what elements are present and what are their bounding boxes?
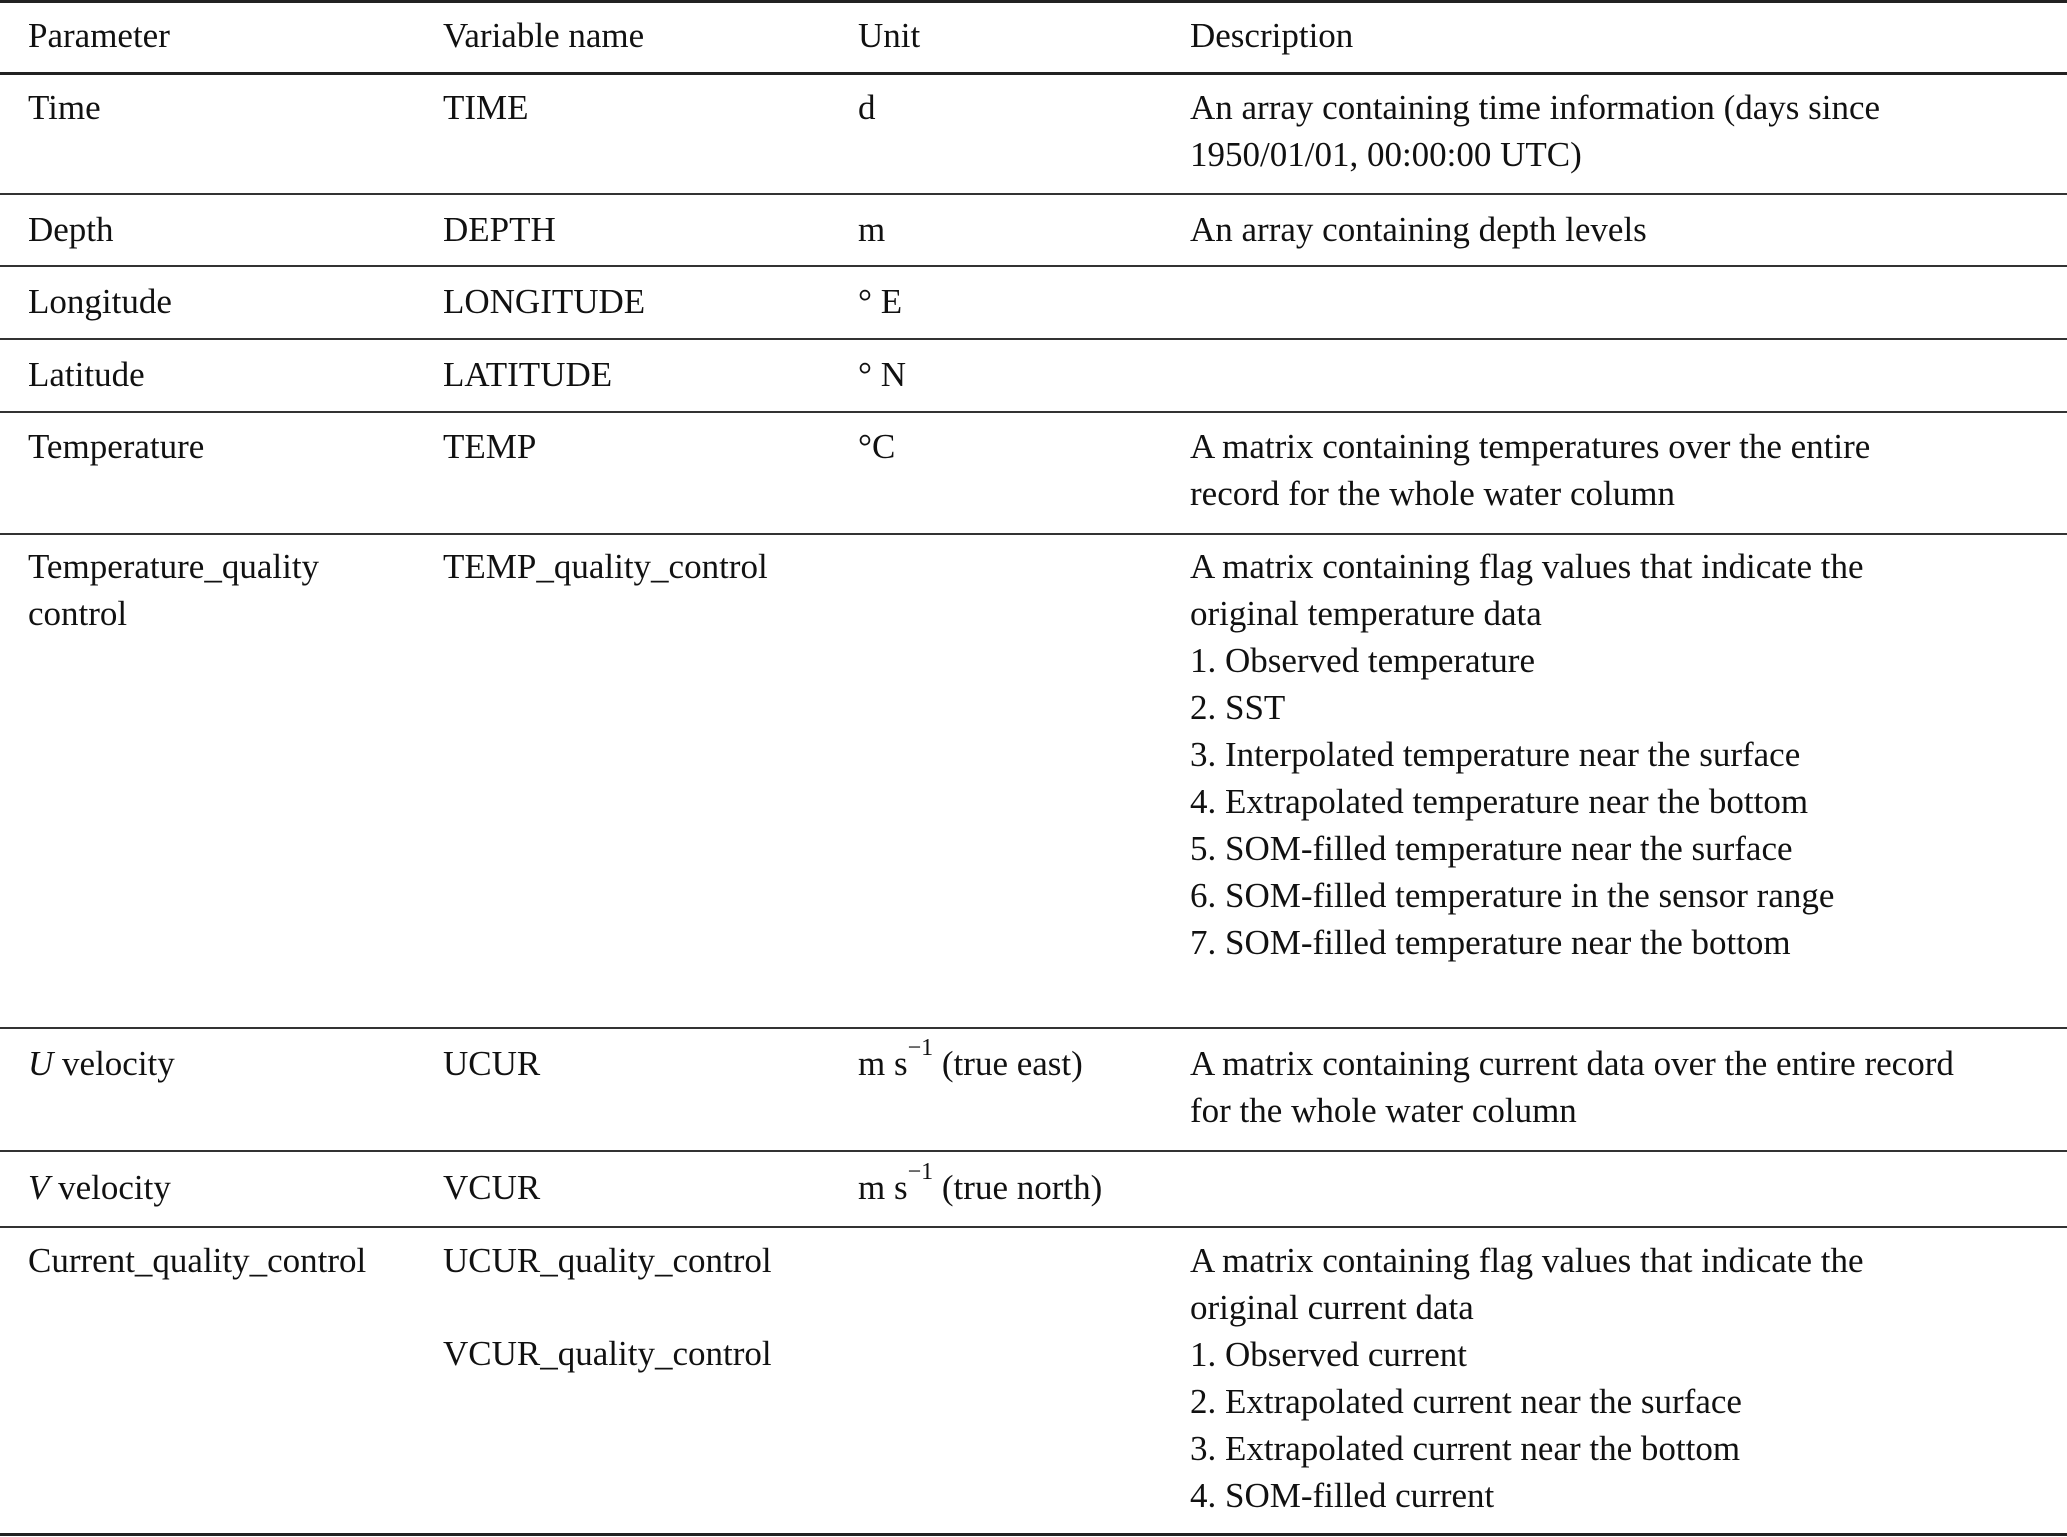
parameter-cell <box>28 1164 171 1211</box>
parameter-line: Temperature_quality <box>28 547 320 586</box>
row-divider <box>0 265 2067 267</box>
variable-cell: TEMP <box>443 427 537 466</box>
variable-cell: DEPTH <box>443 210 556 249</box>
description-line: A matrix containing flag values that indicate the <box>1190 547 1864 586</box>
unit-cell: m <box>858 210 886 249</box>
description-cell: An array containing depth levels <box>1190 210 1647 249</box>
flag-item: 1. Observed current <box>1190 1335 1467 1374</box>
description-line: 1950/01/01, 00:00:00 UTC) <box>1190 135 1582 174</box>
flag-item: 4. Extrapolated temperature near the bottom <box>1190 782 1809 821</box>
parameter-text: velocity <box>53 1044 175 1083</box>
parameter-cell <box>28 543 319 637</box>
unit-base: m s <box>858 1168 908 1207</box>
header-description: Description <box>1190 16 1354 55</box>
row-divider <box>0 193 2067 195</box>
description-line: A matrix containing flag values that indicate the <box>1190 1241 1864 1280</box>
flag-item: 5. SOM-filled temperature near the surface <box>1190 829 1793 868</box>
header-variable-name: Variable name <box>443 16 645 55</box>
unit-cell: °C <box>858 427 896 466</box>
row-divider <box>0 533 2067 535</box>
row-divider <box>0 1027 2067 1029</box>
row-divider <box>0 338 2067 340</box>
unit-exponent: −1 <box>907 1035 934 1061</box>
flag-item: 7. SOM-filled temperature near the bottom <box>1190 923 1791 962</box>
description-line: A matrix containing current data over the entire record <box>1190 1044 1954 1083</box>
description-cell <box>1190 543 1864 966</box>
variable-cell: TEMP_quality_control <box>443 547 768 586</box>
unit-cell: d <box>858 88 876 127</box>
description-line: for the whole water column <box>1190 1091 1577 1130</box>
unit-base: m s <box>858 1044 908 1083</box>
description-line: original temperature data <box>1190 594 1542 633</box>
flag-item: 3. Extrapolated current near the bottom <box>1190 1429 1741 1468</box>
header-parameter: Parameter <box>28 16 170 55</box>
unit-cell <box>858 1159 1103 1211</box>
row-divider <box>0 1150 2067 1152</box>
description-cell <box>1190 1237 1864 1519</box>
unit-suffix: (true north) <box>933 1168 1103 1207</box>
variable-cell: VCUR <box>443 1168 541 1207</box>
parameter-cell: Latitude <box>28 355 145 394</box>
flag-item: 6. SOM-filled temperature in the sensor range <box>1190 876 1835 915</box>
variable-cell: UCUR_quality_control <box>443 1241 772 1280</box>
parameter-line: control <box>28 594 128 633</box>
parameter-text: velocity <box>49 1168 171 1207</box>
variable-cell: LATITUDE <box>443 355 613 394</box>
flag-item: 4. SOM-filled current <box>1190 1476 1495 1515</box>
flag-item: 1. Observed temperature <box>1190 641 1535 680</box>
variable-cell: TIME <box>443 88 529 127</box>
parameter-symbol: V <box>28 1168 50 1207</box>
variable-cell: VCUR_quality_control <box>443 1334 772 1373</box>
unit-suffix: (true east) <box>933 1044 1083 1083</box>
parameter-cell: Current_quality_control <box>28 1241 367 1280</box>
flag-item: 3. Interpolated temperature near the surface <box>1190 735 1801 774</box>
table-top-rule <box>0 0 2067 3</box>
row-divider <box>0 411 2067 413</box>
parameter-cell <box>28 1040 175 1087</box>
unit-cell: ° E <box>858 282 903 321</box>
variable-cell: LONGITUDE <box>443 282 646 321</box>
flag-item: 2. SST <box>1190 688 1286 727</box>
unit-exponent: −1 <box>907 1159 934 1185</box>
parameter-cell: Depth <box>28 210 114 249</box>
parameter-cell: Time <box>28 88 101 127</box>
header-unit: Unit <box>858 16 921 55</box>
parameter-cell: Longitude <box>28 282 172 321</box>
description-line: A matrix containing temperatures over the entire <box>1190 427 1871 466</box>
unit-cell: ° N <box>858 355 907 394</box>
header-rule <box>0 72 2067 75</box>
variable-cell: UCUR <box>443 1044 541 1083</box>
description-cell <box>1190 84 1880 178</box>
table-bottom-rule <box>0 1533 2067 1536</box>
description-line: record for the whole water column <box>1190 474 1675 513</box>
description-cell <box>1190 423 1870 517</box>
flag-item: 2. Extrapolated current near the surface <box>1190 1382 1742 1421</box>
description-line: An array containing time information (days since <box>1190 88 1881 127</box>
description-line: original current data <box>1190 1288 1474 1327</box>
unit-cell <box>858 1035 1083 1087</box>
parameter-symbol: U <box>28 1044 54 1083</box>
description-cell <box>1190 1040 1954 1134</box>
parameter-cell: Temperature <box>28 427 205 466</box>
row-divider <box>0 1226 2067 1228</box>
